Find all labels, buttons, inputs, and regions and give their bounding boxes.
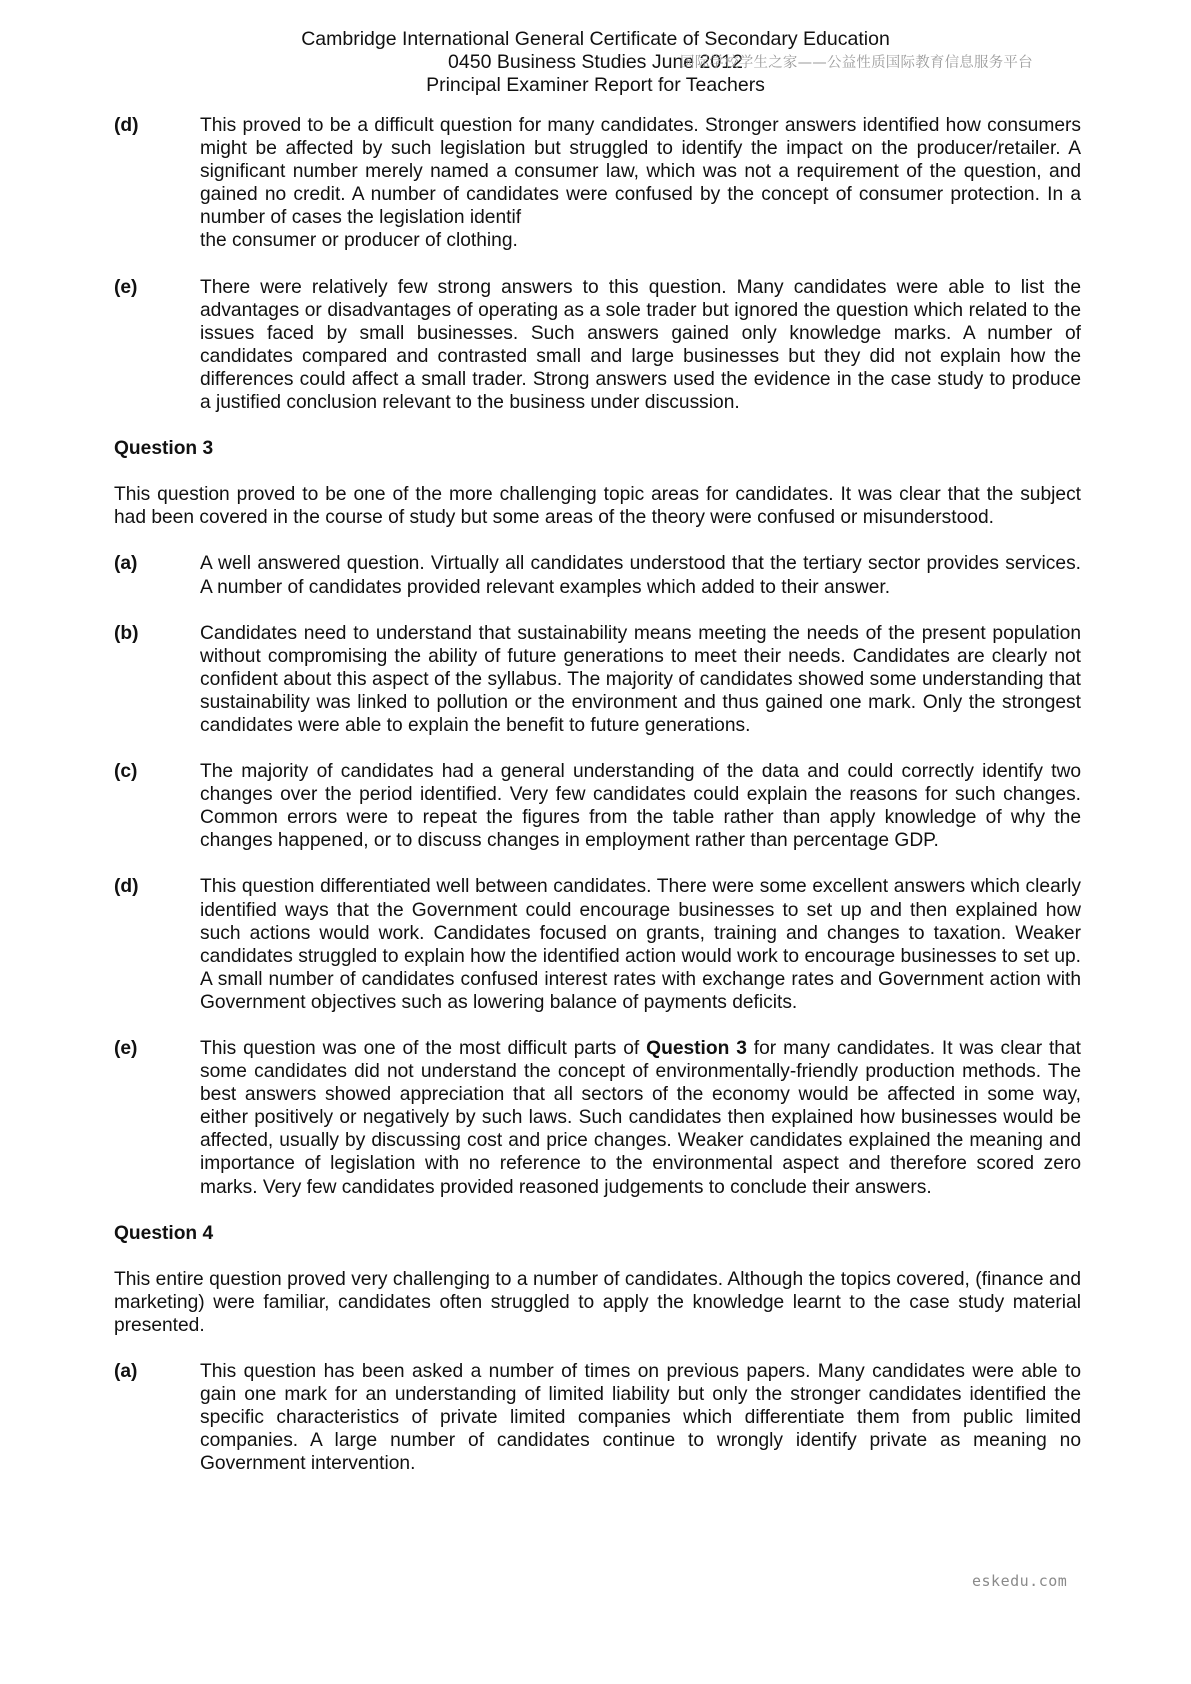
part-text	[200, 1037, 1081, 1199]
part-text-post: for many candidates. It was clear that some candidates did not understand the concept of environmentally-friendly production methods. The best answers showed appreciation that all sectors of the economy would be affected in some way, either positively or negatively by such laws. Such candidates then explained how businesses would be affected, usually by discussing cost and price changes. Weaker candidates explained the meaning and importance of legislation with no reference to the environmental aspect and therefore scored zero marks. Very few candidates provided reasoned judgements to conclude their answers.	[200, 1038, 1081, 1198]
header-line-2: 0450 Business Studies June 2012	[448, 51, 743, 73]
question-3-reference: Question 3	[646, 1038, 747, 1059]
q3-part-e	[114, 1037, 1081, 1199]
part-text-pre: This question was one of the most difficult parts of	[200, 1038, 647, 1059]
header-line-1: Cambridge International General Certificate of Secondary Education	[301, 28, 890, 50]
question-3-intro: This question proved to be one of the more challenging topic areas for candidates. It was clear that the subject had been covered in the course of study but some areas of the theory were confused or misunderstood.	[114, 484, 1081, 529]
question-4-intro: This entire question proved very challenging to a number of candidates. Although the topics covered, (finance and marketing) were familiar, candidates often struggled to apply the knowledge learnt to the case study material presented.	[114, 1268, 1081, 1336]
part-label: (c)	[114, 761, 138, 783]
q3-part-c	[114, 760, 1081, 852]
part-label: (e)	[114, 276, 138, 298]
part-text: A well answered question. Virtually all candidates understood that the tertiary sector provides services. A number of candidates provided relevant examples which added to their answer.	[200, 553, 1081, 598]
q3-part-d	[114, 875, 1081, 1014]
part-text	[200, 114, 1081, 253]
q2-part-e	[114, 276, 1081, 415]
part-label: (a)	[114, 553, 138, 575]
part-text-continuation: the consumer or producer of clothing.	[200, 230, 518, 252]
q4-part-a	[114, 1360, 1081, 1475]
page-header	[0, 28, 1191, 97]
part-text: The majority of candidates had a general understanding of the data and could correctly identify two changes over the period identified. Very few candidates could explain the reasons for such changes. Common errors were to repeat the figures from the table rather than apply knowledge of why the changes happened, or to discuss changes in employment rather than percentage GDP.	[200, 761, 1081, 852]
question-4-heading: Question 4	[114, 1222, 214, 1244]
question-3-heading: Question 3	[114, 438, 214, 460]
footer-site-watermark: eskedu.com	[972, 1572, 1068, 1590]
q3-part-b	[114, 622, 1081, 737]
header-line-3: Principal Examiner Report for Teachers	[426, 74, 765, 96]
q2-part-d	[114, 114, 1081, 253]
part-text: This question has been asked a number of times on previous papers. Many candidates were able to gain one mark for an understanding of limited liability but only the stronger candidates identified the specific characteristics of private limited companies which differentiate them from public limited companies. A large number of candidates continue to wrongly identify private as meaning no Government intervention.	[200, 1361, 1081, 1475]
part-label: (e)	[114, 1038, 138, 1059]
q3-part-a	[114, 552, 1081, 598]
part-text: Candidates need to understand that sustainability means meeting the needs of the present population without compromising the ability of future generations to meet their needs. Candidates are clearly not confident about this aspect of the syllabus. The majority of candidates showed some understanding that sustainability was linked to pollution or the environment and thus gained one mark. Only the strongest candidates were able to explain the benefit to future generations.	[200, 622, 1081, 736]
part-label: (d)	[114, 115, 139, 136]
part-label: (d)	[114, 876, 139, 898]
part-text-main: This proved to be a difficult question for many candidates. Stronger answers identified how consumers might be affected by such legislation but struggled to identify the impact on the producer/retailer. A significant number merely named a consumer law, which was not a requirement of the question, and gained no credit. A number of candidates were confused by the concept of consumer protection. In a number of cases the legislation identif	[200, 115, 1081, 229]
part-label: (b)	[114, 622, 139, 644]
part-text: This question differentiated well between candidates. There were some excellent answers which clearly identified ways that the Government could encourage businesses to set up and then explained how such actions would work. Candidates focused on grants, training and changes to taxation. Weaker candidates struggled to explain how the identified action would work to encourage businesses to set up. A small number of candidates confused interest rates with exchange rates and Government action with Government objectives such as lowering balance of payments deficits.	[200, 876, 1081, 1013]
part-label: (a)	[114, 1361, 138, 1383]
part-text: There were relatively few strong answers to this question. Many candidates were able to list the advantages or disadvantages of operating as a sole trader but ignored the question which related to the issues faced by small businesses. Such answers gained only knowledge marks. A number of candidates compared and contrasted small and large businesses but they did not explain how the differences could affect a small trader. Strong answers used the evidence in the case study to produce a justified conclusion relevant to the business under discussion.	[200, 276, 1081, 414]
report-body	[114, 114, 1081, 1499]
watermark-text: 国际学校学生之家——公益性质国际教育信息服务平台	[680, 55, 1033, 71]
